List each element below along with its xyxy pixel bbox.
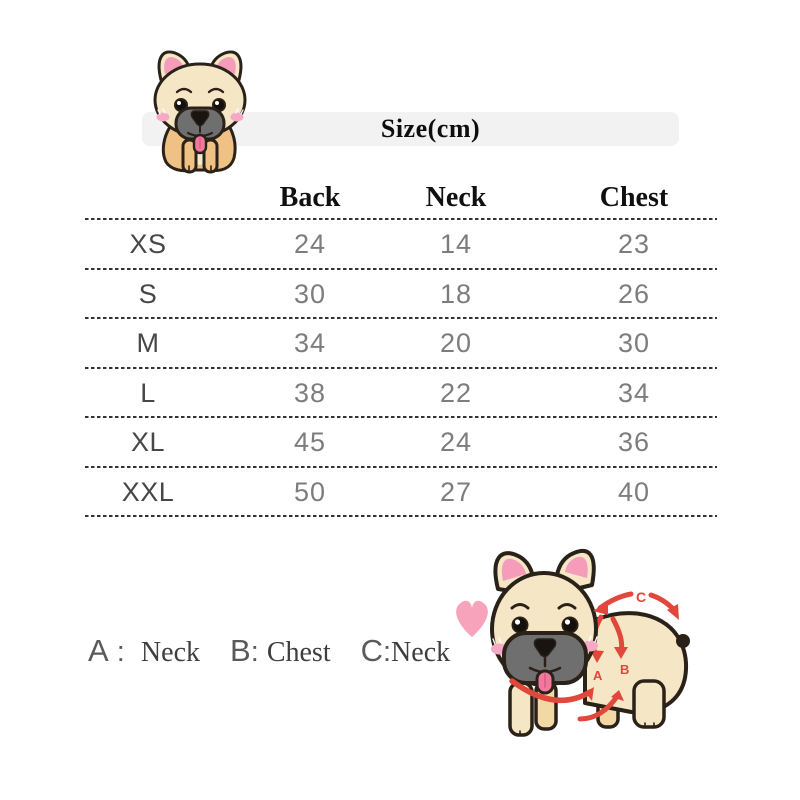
arrow-label-a: A	[593, 668, 603, 683]
chest-value: 23	[617, 229, 651, 260]
column-header-neck: Neck	[425, 182, 487, 213]
page-title: Size(cm)	[380, 114, 481, 143]
size-label: L	[140, 377, 156, 408]
legend-item-a	[88, 633, 200, 669]
french-bulldog-measure-icon	[440, 545, 760, 760]
size-label: XS	[129, 229, 167, 260]
chest-value: 26	[617, 278, 651, 309]
legend-separator: :	[250, 636, 267, 668]
arrow-label-b: B	[620, 662, 630, 677]
legend-letter: A	[88, 633, 109, 668]
table-row-xxl	[85, 468, 717, 518]
back-value: 50	[293, 476, 327, 507]
back-value: 24	[293, 229, 327, 260]
legend-letter: C	[360, 633, 383, 668]
neck-value: 22	[439, 377, 473, 408]
chest-value: 40	[617, 476, 651, 507]
neck-value: 24	[439, 427, 473, 458]
table-row-xs	[85, 220, 717, 270]
measurement-legend	[88, 633, 450, 669]
neck-value: 20	[439, 328, 473, 359]
legend-label: Neck	[391, 637, 451, 668]
neck-value: 27	[439, 476, 473, 507]
column-header-back: Back	[279, 182, 341, 213]
legend-label: Chest	[266, 637, 331, 668]
legend-letter: B	[230, 633, 251, 668]
french-bulldog-front-icon	[150, 48, 250, 178]
legend-separator: :	[382, 636, 392, 668]
chest-value: 36	[617, 427, 651, 458]
legend-item-c	[361, 633, 451, 669]
table-row-s	[85, 270, 717, 320]
table-row-m	[85, 319, 717, 369]
table-header-row	[85, 176, 717, 220]
size-label: XXL	[121, 476, 175, 507]
back-value: 34	[293, 328, 327, 359]
size-label: S	[138, 278, 158, 309]
arrow-label-c: C	[636, 589, 647, 605]
heart-icon	[456, 601, 488, 637]
size-label: M	[136, 328, 160, 359]
chest-value: 30	[617, 328, 651, 359]
legend-item-b	[230, 633, 331, 669]
legend-label: Neck	[140, 637, 200, 668]
size-table	[85, 176, 717, 517]
neck-value: 14	[439, 229, 473, 260]
column-header-chest: Chest	[599, 182, 669, 213]
legend-separator: :	[108, 636, 141, 668]
table-row-l	[85, 369, 717, 419]
back-value: 38	[293, 377, 327, 408]
table-row-xl	[85, 418, 717, 468]
back-value: 45	[293, 427, 327, 458]
size-label: XL	[130, 427, 166, 458]
chest-value: 34	[617, 377, 651, 408]
neck-value: 18	[439, 278, 473, 309]
back-value: 30	[293, 278, 327, 309]
